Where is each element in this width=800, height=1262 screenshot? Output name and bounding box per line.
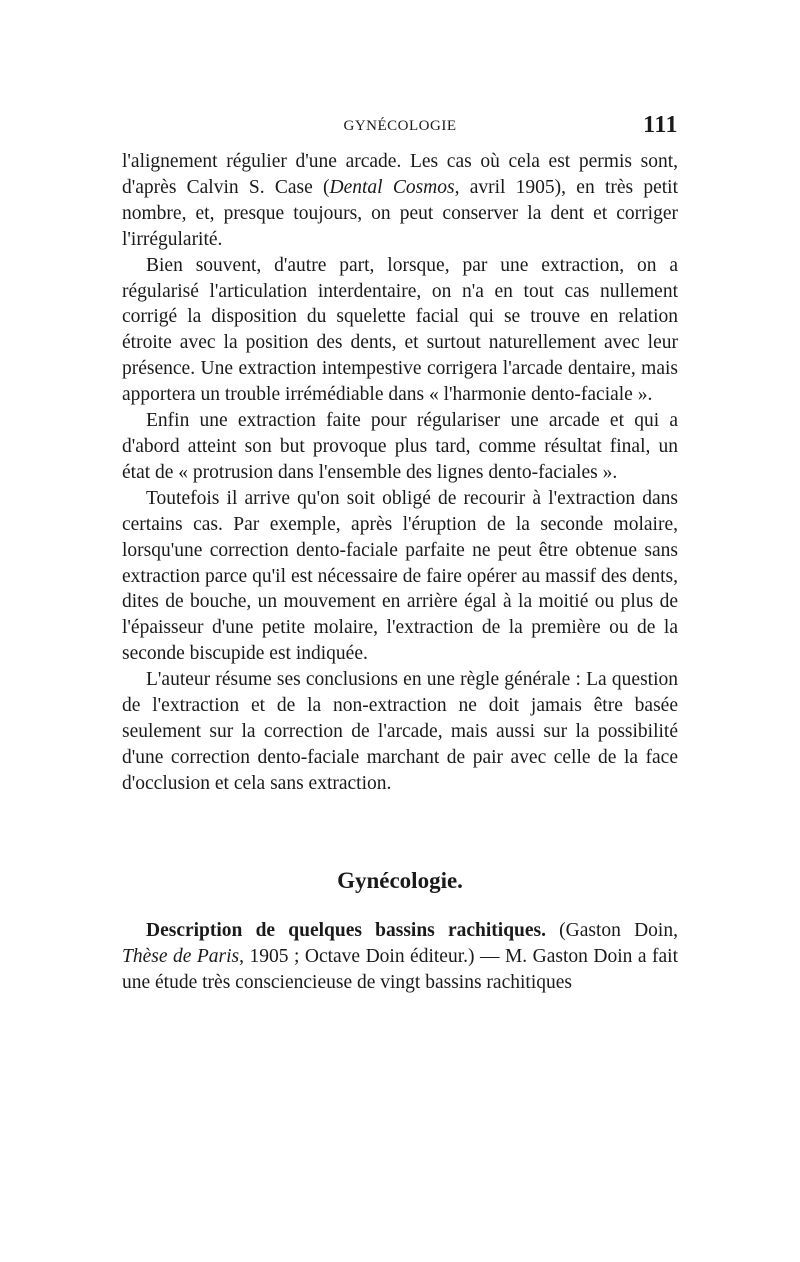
paragraph-5: L'auteur résume ses conclusions en une règle générale : La question de l'extraction et de la non-extraction ne doit jamais être basée seulement sur la correction de l'arcade, mais aussi sur la possibilité d'une correction dento-faciale marchant de pair avec celle de la face d'occlusion et cela sans extraction.: [122, 669, 678, 794]
abstract-ref-rest: , 1905 ; Octave Doin éditeur.) — M. Gaston Doin a fait une étude très consciencieuse de vingt bassins rachitiques: [122, 945, 678, 993]
body-text: [122, 149, 678, 797]
abstract: [122, 918, 678, 996]
page-number: 111: [643, 112, 678, 138]
running-title: GYNÉCOLOGIE: [343, 118, 457, 134]
journal-title: Dental Cosmos: [329, 176, 455, 198]
paragraph-1-text-a: l'alignement régulier d'une arcade. Les cas où cela est permis sont, d'après Calvin S. Case (: [122, 151, 678, 198]
paragraph-3: Enfin une extraction faite pour régulariser une arcade et qui a d'abord atteint son but provoque plus tard, comme résultat final, un état de « protrusion dans l'ensemble des lignes dento-faciales ».: [122, 410, 678, 483]
abstract-heading: Description de quelques bassins rachitiques.: [146, 920, 546, 941]
abstract-ref-open: (Gaston Doin,: [546, 920, 678, 941]
paragraph-2: Bien souvent, d'autre part, lorsque, par une extraction, on a régularisé l'articulation interdentaire, on n'a en tout cas nullement corrigé la disposition du squelette facial qui se trouve en relation étroite avec la position des dents, et surtout naturellement avec leur présence. Une extraction intempestive corrigera l'arcade dentaire, mais apportera un trouble irrémédiable dans « l'harmonie dento-faciale ».: [122, 254, 678, 406]
paragraph-4: Toutefois il arrive qu'on soit obligé de recourir à l'extraction dans certains cas. Par exemple, après l'éruption de la seconde molaire, lorsqu'une correction dento-faciale parfaite ne peut être obtenue sans extraction parce qu'il est nécessaire de faire opérer au massif des dents, dites de bouche, un mouvement en arrière égal à la moitié ou plus de l'épaisseur d'une petite molaire, l'extraction de la première ou de la seconde biscupide est indiquée.: [122, 487, 678, 665]
paragraph-1-text-c: , avril 1905), en très petit nombre, et, presque toujours, on peut conserver la dent et corriger l'irrégularité.: [122, 176, 679, 250]
section-title: Gynécologie.: [337, 868, 463, 893]
abstract-paragraph: [122, 918, 678, 996]
paragraph-1: [122, 149, 678, 253]
running-head: [122, 112, 678, 142]
abstract-ref-italic: Thèse de Paris: [122, 945, 240, 967]
